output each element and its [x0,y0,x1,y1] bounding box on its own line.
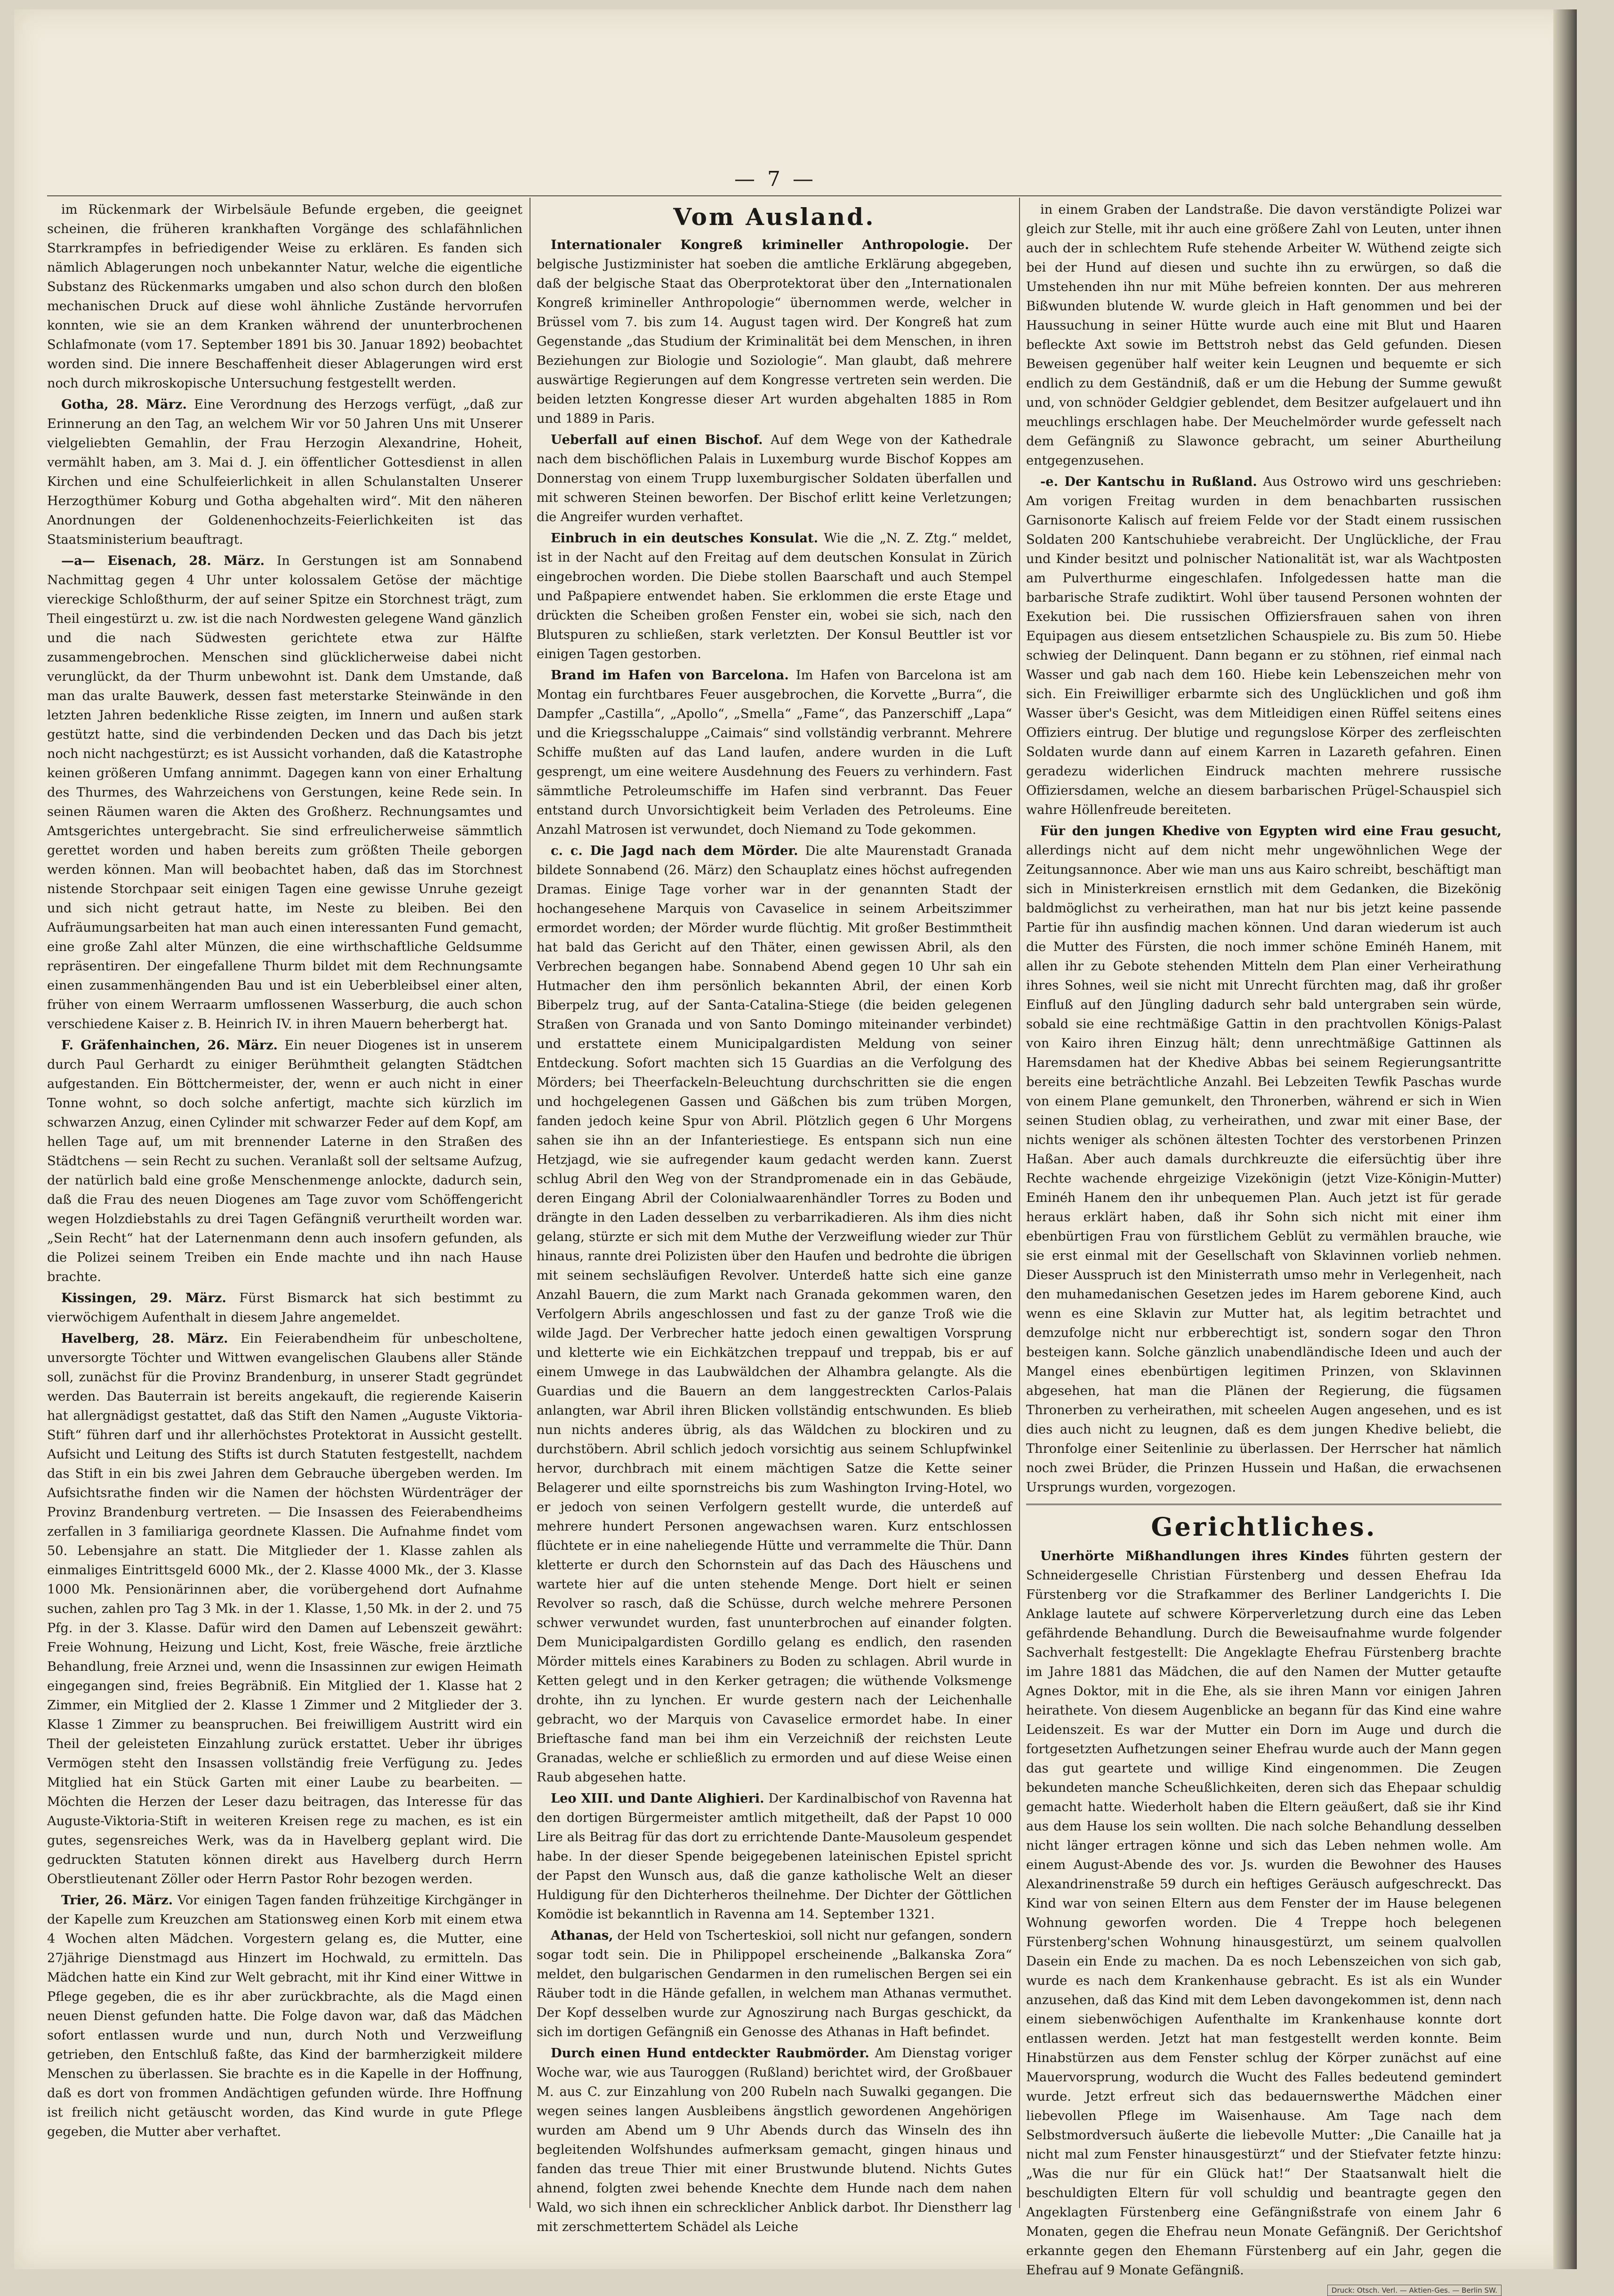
article-paragraph [1026,200,1502,470]
article-paragraph [1026,822,1502,1497]
article-dateline: Havelberg, 28. März. [61,1331,228,1346]
article-text: In Gerstungen ist am Sonnabend Nachmittag gegen 4 Uhr unter kolossalem Getöse der mächtige viereckige Schloßthurm, der auf seiner Spitze ein Storchnest trägt, zum Theil eingestürzt u. zw. ist die nach Nordwesten gelegene Wand gänzlich und die nach Südwesten gerichtete etwa zur Hälfte zusammengebrochen. Menschen sind glücklicherweise dabei nicht verunglückt, da der Thurm unbewohnt ist. Dank dem Umstande, daß man das uralte Bauwerk, dessen fast meterstarke Steinwände in den letzten Jahren bedenkliche Risse zeigten, im Innern und außen stark gestützt hatte, sind die verbindenden Decken und das Dach bis jetzt noch nicht nachgestürzt; es ist Aussicht vorhanden, daß die Katastrophe keinen größeren Umfang annimmt. Dagegen kann von einer Erhaltung des Thurmes, des Wahrzeichens von Gerstungen, keine Rede sein. In seinen Räumen waren die Akten des Großherz. Rechnungsamtes und Amtsgerichtes untergebracht. Sie sind erfreulicherweise sämmtlich gerettet worden und haben bereits zum größten Theile geborgen werden können. Man will beobachtet haben, daß das im Storchnest nistende Storchpaar seit einigen Tagen eine gewisse Unruhe gezeigt und sich nicht getraut hatte, im Neste zu bleiben. Bei den Aufräumungsarbeiten hat man auch einen interessanten Fund gemacht, eine große Zahl alter Münzen, die eine wirthschaftliche Geldsumme repräsentiren. Der eingefallene Thurm bildet mit dem Rechnungsamte einen zusammenhängenden Bau und ist ein Ueberbleibsel einer alten, früher von einem Werraarm umflossenen Wasserburg, die auch schon verschiedene Kaiser z. B. Heinrich IV. in ihren Mauern beherbergt hat. [47,554,522,1031]
article-paragraph [537,430,1012,527]
article-text: führten gestern der Schneidergeselle Christian Fürstenberg und dessen Ehefrau Ida Fürstenberg vor die Strafkammer des Berliner Landgerichts I. Die Anklage lautete auf schwere Körperverletzung durch eine das Leben gefährdende Behandlung. Durch die Beweisaufnahme wurde folgender Sachverhalt festgestellt: Die Angeklagte Ehefrau Fürstenberg brachte im Jahre 1881 das Mädchen, die auf den Namen der Mutter getaufte Agnes Doktor, mit in die Ehe, als sie ihren Mann vor einigen Jahren heirathete. Von diesem Augenblicke an begann für das Kind eine wahre Leidenszeit. Es war der Mutter ein Dorn im Auge und durch die fortgesetzten Aufhetzungen seiner Ehefrau wurde auch der Mann gegen das gut geartete und willige Kind eingenommen. Die Zeugen bekundeten manche Scheußlichkeiten, deren sich das Ehepaar schuldig gemacht hatte. Wiederholt haben die Eltern geäußert, daß sie ihr Kind aus dem Hause los sein wollten. Die nach solche Behandlung desselben nicht länger ertragen könne und sich das Leben nehmen wolle. Am einem August-Abende des vor. Js. wurden die Bewohner des Hauses Alexandrinenstraße 59 durch ein heftiges Geräusch aufgeschreckt. Das Kind war von seinen Eltern aus dem Fenster der im Hause belegenen Wohnung geworfen worden. Die 4 Treppe hoch belegenen Fürstenberg'schen Wohnung hinausgestürzt, um seinem qualvollen Dasein ein Ende zu machen. Da es noch Lebenszeichen von sich gab, wurde es nach dem Krankenhause gebracht. Es ist als ein Wunder anzusehen, daß das Kind mit dem Leben davongekommen ist, denn nach einem siebenwöchigen Aufenthalte im Krankenhause konnte dort entlassen werden. Jetzt hat man festgestellt werden konnte. Beim Hinabstürzen aus dem Fenster schlug der Körper zunächst auf eine Mauervorsprung, wodurch die Wucht des Falles bedeutend gemindert wurde. Jetzt erfreut sich das bedauernswerthe Mädchen einer liebevollen Pflege im Waisenhause. Am Tage nach dem Selbstmordversuch äußerte die liebevolle Mutter: „Die Canaille hat ja nicht mal zum Fenster hinausgestürzt“ und der Stiefvater fetzte hinzu: „Was die nur für ein Glück hat!“ Der Staatsanwalt hielt die beschuldigten Eltern für voll schuldig und beantragte gegen den Angeklagten Fürstenberg eine Gefängnißstrafe von einem Jahr 6 Monaten, gegen die Ehefrau neun Monate Gefängniß. Der Gerichtshof erkannte gegen den Ehemann Fürstenberg auf ein Jahr, gegen die Ehefrau auf 9 Monate Gefängniß. [1026,1549,1502,2278]
article-dateline: F. Gräfenhainchen, 26. März. [61,1038,278,1053]
article-paragraph [537,2044,1012,2237]
article-dateline: Für den jungen Khedive von Egypten wird eine Frau gesucht, [1040,823,1502,838]
article-paragraph [537,529,1012,664]
article-text: Ein Feierabendheim für unbescholtene, unversorgte Töchter und Wittwen evangelischen Glaubens aller Stände soll, zunächst für die Provinz Brandenburg, in unserer Stadt gegründet werden. Das Bauterrain ist bereits angekauft, die regierende Kaiserin hat allergnädigst gestattet, daß das Stift den Namen „Auguste Viktoria-Stift“ führen darf und ihr allerhöchstes Protektorat in Aussicht gestellt. Aufsicht und Leitung des Stifts ist durch Statuten festgestellt, nachdem das Stift in ein bis zwei Jahren dem Gebrauche übergeben werden. Im Aufsichtsrathe finden wir die Namen der höchsten Würdenträger der Provinz Brandenburg vertreten. — Die Insassen des Feierabendheims zerfallen in 3 familiariga geordnete Klassen. Die Aufnahme findet vom 50. Lebensjahre an statt. Die Mitglieder der 1. Klasse zahlen als einmaliges Eintrittsgeld 6000 Mk., der 2. Klasse 4000 Mk., der 3. Klasse 1000 Mk. Pensionärinnen aber, die vorübergehend dort Aufnahme suchen, zahlen pro Tag 3 Mk. in der 1. Klasse, 1,50 Mk. in der 2. und 75 Pfg. in der 3. Klasse. Dafür wird den Damen auf Lebenszeit gewährt: Freie Wohnung, Heizung und Licht, Kost, freie Wäsche, freie ärztliche Behandlung, freie Arznei und, wenn die Insassinnen zur ewigen Heimath eingegangen sind, freies Begräbniß. Ein Mitglied der 1. Klasse hat 2 Zimmer, ein Mitglied der 2. Klasse 1 Zimmer und 2 Mitglieder der 3. Klasse 1 Zimmer zu beanspruchen. Bei freiwilligem Austritt wird ein Theil der geleisteten Einzahlung zurück erstattet. Ueber ihr übriges Vermögen steht den Insassen vollständig freie Verfügung zu. Jedes Mitglied hat ein Stück Garten mit einer Laube zu bearbeiten. — Möchten die Herzen der Leser dazu beitragen, das Interesse für das Auguste-Viktoria-Stift in weiteren Kreisen rege zu machen, es ist ein gutes, segensreiches Werk, was da in Havelberg geplant wird. Die gedruckten Statuten können direkt aus Havelberg durch Herrn Oberstlieutenant Zöller oder Herrn Pastor Rohr bezogen werden. [47,1331,522,1886]
article-text: in einem Graben der Landstraße. Die davon verständigte Polizei war gleich zur Stelle, mit ihr auch eine größere Zahl von Leuten, unter ihnen auch der in schlechtem Rufe stehende Arbeiter W. Wüthend zeigte sich bei der Hund auf diesen und suchte ihn zu erwürgen, so daß die Umstehenden ihn nur mit Mühe befreien konnten. Der aus mehreren Bißwunden blutende W. wurde gleich in Haft genommen und bei der Haussuchung in seiner Hütte wurde auch eine mit Blut und Haaren befleckte Axt sowie im Bettstroh nebst das Geld gefunden. Diesen Beweisen gegenüber half weiter kein Leugnen und bequemte er sich endlich zu dem Geständniß, daß er um die Hebung der Summe gewußt und, von schnöder Geldgier geblendet, dem Besitzer aufgelauert und ihn meuchlings erschlagen habe. Der Meuchelmörder wurde gefesselt nach dem Gefängniß zu Slawonce gebracht, um seiner Aburtheilung entgegenzusehen. [1026,202,1502,468]
column-divider [1019,198,1020,2208]
article-dateline: Brand im Hafen von Barcelona. [551,668,789,683]
article-dateline: Unerhörte Mißhandlungen ihres Kindes [1040,1548,1349,1563]
article-paragraph [47,551,522,1034]
article-dateline: Ueberfall auf einen Bischof. [551,432,763,447]
article-paragraph [47,1891,522,2142]
article-dateline: Trier, 26. März. [61,1893,173,1908]
column-middle [537,200,1012,2234]
article-paragraph [47,395,522,549]
article-text: Aus Ostrowo wird uns geschrieben: Am vorigen Freitag wurden in dem benachbarten russischen Garnisonorte Kalisch auf freiem Felde vor der Stadt einem russischen Soldaten 200 Kantschuhiebe verabreicht. Der Unglückliche, der Frau und Kinder besitzt und polnischer Nationalität ist, war als Wachtposten am Pulverthurme eingeschlafen. Infolgedessen hatte man die barbarische Strafe zudiktirt. Wohl über tausend Personen wohnten der Exekution bei. Die russischen Offiziersfrauen sahen von ihren Equipagen aus diesem entsetzlichen Schauspiele zu. Bis zum 50. Hiebe schwieg der Delinquent. Dann begann er zu stöhnen, rief einmal nach Wasser und gab nach dem 160. Hiebe kein Lebenszeichen mehr von sich. Ein Freiwilliger erbarmte sich des Unglücklichen und goß ihm Wasser über's Gesicht, was dem Mitleidigen einen Rüffel seitens eines Offiziers eintrug. Der blutige und regungslose Körper des zerfleischten Soldaten wurde dann auf einem Karren in Lazareth gefahren. Einen geradezu widerlichen Eindruck machten mehrere russische Offiziersdamen, welche an diesem barbarischen Prügel-Schauspiel sich wahre Höllenfreude bereiteten. [1026,475,1502,817]
article-dateline: -e. Der Kantschu in Rußland. [1040,474,1257,489]
article-dateline: Kissingen, 29. März. [61,1290,226,1305]
article-text: Fürst Bismarck hat sich bestimmt zu vierwöchigem Aufenthalt in diesem Jahre angemeldet. [47,1291,523,1325]
article-text: Ein neuer Diogenes ist in unserem durch Paul Gerhardt zu einiger Berühmtheit gelangten Städtchen aufgestanden. Ein Böttchermeister, der, wenn er auch nicht in einer Tonne wohnt, so doch solche anfertigt, machte sich kürzlich im schwarzen Anzug, einen Cylinder mit schwarzer Feder auf dem Kopf, am hellen Tage auf, um mit brennender Laterne in den Straßen des Städtchens — sein Recht zu suchen. Veranlaßt soll der seltsame Aufzug, der natürlich bald eine große Menschenmenge anlockte, dadurch sein, daß die Frau des neuen Diogenes am Tage zuvor vom Schöffengericht wegen Holzdiebstahls zu drei Tagen Gefängniß verurtheilt worden war. „Sein Recht“ hat der Laternenmann denn auch insofern gefunden, als die Polizei seinem Treiben ein Ende machte und ihn nach Hause brachte. [47,1038,522,1284]
article-dateline: —a— Eisenach, 28. März. [61,553,265,568]
article-paragraph [1026,472,1502,820]
article-paragraph [537,1926,1012,2042]
article-text: Am Dienstag voriger Woche war, wie aus Tauroggen (Rußland) berichtet wird, der Großbauer M. aus C. zur Einzahlung von 200 Rubeln nach Suwalki gegangen. Die wegen seines langen Ausbleibens ängstlich gewordenen Angehörigen wurden am Abend um 9 Uhr Abends durch das Winseln des ihn begleitenden Wolfshundes aufmerksam gemacht, gingen hinaus und fanden das treue Thier mit einer Brustwunde blutend. Nichts Gutes ahnend, folgten zwei behende Knechte dem Hunde nach dem nahen Wald, wo sich ihnen ein schrecklicher Anblick darbot. Ihr Dienstherr lag mit zerschmettertem Schädel als Leiche [537,2046,1012,2234]
column-right [1026,200,1502,2295]
article-paragraph [47,1329,522,1889]
article-text: Wie die „N. Z. Ztg.“ meldet, ist in der Nacht auf den Freitag auf dem deutschen Konsulat in Zürich eingebrochen worden. Die Diebe stollen Baarschaft und auch Stempel und Paßpapiere entwendet haben. Sie erklommen die erste Etage und drückten die Scheiben großen Fenster ein, wobei sie sich, nach den Blutspuren zu schließen, stark verletzten. Der Konsul Beuttler ist vor einigen Tagen gestorben. [537,531,1012,661]
article-paragraph [1026,1547,1502,2280]
article-text: Der Kardinalbischof von Ravenna hat den dortigen Bürgermeister amtlich mitgetheilt, daß der Papst 10 000 Lire als Beitrag für das dort zu errichtende Dante-Mausoleum gespendet habe. In der dieser Spende beigegebenen lateinischen Epistel spricht der Papst den Wunsch aus, daß die ganze katholische Welt an dieser Huldigung für den Dichterheros theilnehme. Der Dichter der Göttlichen Komödie ist bekanntlich in Ravenna am 14. September 1321. [537,1791,1012,1922]
article-text: der Held von Tscherteskioi, soll nicht nur gefangen, sondern sogar todt sein. Die in Philippopel erscheinende „Balkanska Zora“ meldet, den bulgarischen Gendarmen in den rumelischen Bergen sei ein Räuber todt in die Hände gefallen, in welchem man Athanas vermuthet. Der Kopf desselben wurde zur Agnoszirung nach Burgas geschickt, da sich im dortigen Gefängniß ein Genosse des Athanas in Haft befindet. [537,1928,1012,2039]
article-text: Vor einigen Tagen fanden frühzeitige Kirchgänger in der Kapelle zum Kreuzchen am Stationsweg einen Korb mit einem etwa 4 Wochen alten Mädchen. Vorgestern gelang es, die Mutter, eine 27jährige Dienstmagd aus Hinzert im Hochwald, zu ermitteln. Das Mädchen hatte ein Kind zur Welt gebracht, mit ihr Kind einer Wittwe in Pflege gegeben, die es ihr aber zurückbrachte, als die Magd einen neuen Dienst gefunden hatte. Die Folge davon war, daß das Mädchen sofort entlassen wurde und nun, durch Noth und Verzweiflung getrieben, den Entschluß faßte, das Kind der barmherzigkeit mildere Menschen zu überlassen. Sie brachte es in die Kapelle in der Hoffnung, daß es dort von frommen Andächtigen gefunden würde. Ihre Hoffnung ist freilich nicht getäuscht worden, das Kind wurde in gute Pflege gegeben, die Mutter aber verhaftet. [47,1893,522,2139]
article-dateline: Internationaler Kongreß krimineller Anthropologie. [551,237,969,252]
article-dateline: Gotha, 28. März. [61,397,187,412]
article-dateline: c. c. Die Jagd nach dem Mörder. [551,843,798,858]
article-dateline: Athanas, [551,1928,613,1943]
article-text: im Rückenmark der Wirbelsäule Befunde ergeben, die geeignet scheinen, die früheren krankhaften Vorgänge des schlafähnlichen Starrkrampfes in befriedigender Weise zu erklären. Es fanden sich nämlich Ablagerungen noch unbekannter Natur, welche die eigentliche Substanz des Rückenmarks umgaben und also schon durch den bloßen mechanischen Druck auf diese wohl ähnliche Zustände hervorrufen konnten, wie sie an dem Kranken während der ununterbrochenen Schlafmonate (vom 17. September 1891 bis 30. Januar 1892) beobachtet worden sind. Die innere Beschaffenheit dieser Ablagerungen wird erst noch durch mikroskopische Untersuchung festgestellt werden. [47,202,522,391]
page-binding-edge [1553,9,1577,2269]
article-text: Der belgische Justizminister hat soeben die amtliche Erklärung abgegeben, daß der belgische Staat das Oberprotektorat über den „Internationalen Kongreß krimineller Anthropologie“ übernommen werde, welcher in Brüssel vom 7. bis zum 14. August tagen wird. Der Kongreß hat zum Gegenstande „das Studium der Kriminalität bei dem Menschen, in ihren Beziehungen zur Biologie und Soziologie“. Man glaubt, daß mehrere auswärtige Regierungen auf dem Kongresse vertreten sein werden. Die beiden letzten Kongresse dieser Art wurden abgehalten 1885 in Rom und 1889 in Paris. [537,238,1012,426]
column-left [47,200,522,2206]
section-heading-ausland: Vom Ausland. [673,203,875,231]
page-number: — 7 — [734,167,816,191]
article-text: Auf dem Wege von der Kathedrale nach dem bischöflichen Palais in Luxemburg wurde Bischof Koppes am Donnerstag von einem Trupp luxemburgischer Soldaten überfallen und mit schweren Steinen beworfen. Der Bischof erlitt keine Verletzungen; die Angreifer wurden verhaftet. [537,433,1012,524]
article-paragraph [47,200,522,393]
printer-imprint: Druck: Otsch. Verl. — Aktien-Ges. — Berlin SW. [1327,2285,1502,2296]
article-dateline: Einbruch in ein deutsches Konsulat. [551,531,819,546]
article-text: allerdings nicht auf dem nicht mehr ungewöhnlichen Wege der Zeitungsannonce. Aber wie man uns aus Kairo schreibt, beschäftigt man sich in Ministerkreisen ernstlich mit dem Gedanken, die Bizekönig baldmöglichst zu verheirathen, man hat nur bis jetzt keine passende Partie für ihn ausfindig machen können. Und daran wiederum ist auch die Mutter des Fürsten, die noch immer schöne Eminéh Hanem, mit allen ihr zu Gebote stehenden Mitteln dem Plan einer Verheirathung ihres Sohnes, weil sie nicht mit Unrecht fürchten mag, daß ihr großer Einfluß auf den Jüngling dadurch sehr bald untergraben sein würde, sobald sie eine rechtmäßige Gattin in den prachtvollen Königs-Palast von Kairo ihren Einzug hält; denn unrechtmäßige Gattinnen als Haremsdamen hat der Khedive Abbas bei seinem Regierungsantritte bereits eine beträchtliche Anzahl. Bei Lebzeiten Tewfik Paschas wurde von einem Plane gemunkelt, den Thronerben, während er sich in Wien seinen Studien oblag, zu verheirathen, und zwar mit einer Base, der nichts weniger als schönen ältesten Tochter des verstorbenen Prinzen Haßan. Aber auch damals durchkreuzte die eifersüchtig über ihre Rechte wachende ehrgeizige Vizekönigin (jetzt Vize-Königin-Mutter) Eminéh Hanem den ihr unbequemen Plan. Auch jetzt ist für gerade heraus erklärt haben, daß ihr Sohn sich nicht mit einer ihm ebenbürtigen Frau von fürstlichem Geblüt zu vermählen brauche, wie sie erst einmal mit der Gesellschaft von Sklavinnen vorlieb nehmen. Dieser Ausspruch ist den Ministerrath umso mehr in Verlegenheit, nach den muhamedanischen Gesetzen jedes im Harem geborene Kind, auch wenn es eine Sklavin zur Mutter hat, als legitim betrachtet und demzufolge nicht nur erbberechtigt ist, sondern sogar den Thron besteigen kann. Solche gänzlich unabendländische Ideen und auch der Mangel eines ebenbürtigen legitimen Prinzen, von Sklavinnen abgesehen, hat man die Plänen der Regierung, die fügsamen Thronerben zu verheirathen, mit scheelen Augen angesehen, und es ist dies auch nicht zu leugnen, daß es dem jungen Khedive beliebt, die Thronfolge einer Seitenlinie zu überlassen. Der Herrscher hat nämlich noch zwei Brüder, die Prinzen Hussein und Haßan, die erwachsenen Ursprungs wurden, vorgezogen. [1026,843,1502,1495]
article-paragraph [537,235,1012,428]
article-paragraph [47,1036,522,1287]
article-text: Im Hafen von Barcelona ist am Montag ein furchtbares Feuer ausgebrochen, die Korvette „Burra“, die Dampfer „Castilla“, „Apollo“, „Smella“ „Fame“, das Panzerschiff „Lapa“ und die Kriegsschaluppe „Caimais“ sind vollständig verbrannt. Mehrere Schiffe mußten auf das Land laufen, andere wurden in die Luft gesprengt, um eine weitere Ausdehnung des Feuers zu verhindern. Fast sämmtliche Petroleumschiffe im Hafen sind verbrannt. Das Feuer entstand durch Unvorsichtigkeit beim Verladen des Petroleums. Eine Anzahl Matrosen ist verwundet, doch Niemand zu Tode gekommen. [537,668,1012,837]
article-text: Eine Verordnung des Herzogs verfügt, „daß zur Erinnerung an den Tag, an welchem Wir vor 50 Jahren Uns mit Unserer vielgeliebten Gemahlin, der Frau Herzogin Alexandrine, Hoheit, vermählt haben, am 3. Mai d. J. ein öffentlicher Gottesdienst in allen Kirchen und eine Schulfeierlichkeit in allen Schulanstalten Unserer Herzogthümer Koburg und Gotha abgehalten wird“. Mit den näheren Anordnungen der Goldenenhochzeits-Feierlichkeiten ist das Staatsministerium beauftragt. [47,397,522,547]
header-rule [47,195,1502,196]
article-paragraph [47,1289,522,1327]
article-dateline: Durch einen Hund entdeckter Raubmörder. [551,2046,869,2061]
section-heading-gerichtliches: Gerichtliches. [1026,1504,1502,1542]
newspaper-page [14,9,1577,2295]
article-paragraph [537,666,1012,839]
article-paragraph [537,841,1012,1787]
article-dateline: Leo XIII. und Dante Alighieri. [551,1791,764,1806]
article-paragraph [537,1789,1012,1924]
article-text: Die alte Maurenstadt Granada bildete Sonnabend (26. März) den Schauplatz eines höchst aufregenden Dramas. Einige Tage vorher war in der genannten Stadt der hochangesehene Marquis von Cavaselice in seinem Arbeitszimmer ermordet worden; der Mörder wurde flüchtig. Mit großer Bestimmtheit hat bald das Gericht auf den Thäter, einen gewissen Abril, als den Verbrechen begangen habe. Sonnabend Abend gegen 10 Uhr sah ein Hutmacher den ihm persönlich bekannten Abril, der einen Korb Biberpelz trug, auf der Santa-Catalina-Stiege (die beiden gelegenen Straßen von Granada und von Santo Domingo miteinander verbindet) und erstattete einem Municipalgardisten Meldung von seiner Entdeckung. Sofort machten sich 15 Guardias an die Verfolgung des Mörders; bei Theerfackeln-Beleuchtung durchschritten sie die engen und hochgelegenen Gassen und Gäßchen bis zum trüben Morgen, fanden jedoch keine Spur von Abril. Plötzlich gegen 6 Uhr Morgens sahen sie ihn an der Infanteriestiege. Es entspann sich nun eine Hetzjagd, wie sie aufregender kaum gedacht werden kann. Zuerst schlug Abril den Weg von der Strandpromenade ein in das Gebäude, deren Eingang Abril der Colonialwaarenhändler Torres zu Boden und drängte in den Laden desselben zu verbarrikadieren. Als ihm dies nicht gelang, stürzte er sich mit dem Muthe der Verzweiflung wieder zur Thür hinaus, rannte drei Polizisten über den Haufen und bedrohte die übrigen mit seinem sechsläufigen Revolver. Unterdeß hatte sich eine ganze Anzahl Bauern, die zum Markt nach Granada gekommen waren, den Verfolgern Abrils angeschlossen und fast zu der ganze Troß wie die wilde Jagd. Der Verbrecher hatte jedoch einen gewaltigen Vorsprung und kletterte wie ein Eichkätzchen treppauf und treppab, bis er auf einem Umwege in das Laubwäldchen der Alhambra gelangte. Als die Guardias und die Bauern an dem langgestreckten Carlos-Palais anlangten, war Abril ihren Blicken vollständig entschwunden. Es blieb nun nichts anderes übrig, als das Wäldchen zu blockiren und zu durchstöbern. Abril schlich jedoch vorsichtig aus seinem Schlupfwinkel hervor, durchbrach mit einem mächtigen Satze die Kette seiner Belagerer und eilte spornstreichs bis zum Washington Irving-Hotel, wo er jedoch von seinen Verfolgern gestellt wurde, die unterdeß auf mehrere hundert Personen angewachsen waren. Kurz entschlossen flüchtete er in eine naheliegende Hütte und verrammelte die Thür. Dann kletterte er durch den Schornstein auf das Dach des Häuschens und wartete hier auf die unten stehende Menge. Dort hielt er seinen Revolver so rasch, daß die Schüsse, durch welche mehrere Personen schwer verwundet wurden, fast ununterbrochen auf einander folgten. Dem Municipalgardisten Gordillo gelang es endlich, den rasenden Mörder mittels eines Karabiners zu Boden zu schlagen. Abril wurde in Ketten gelegt und in den Kerker getragen; die wüthende Volksmenge drohte, ihn zu lynchen. Er wurde gestern nach der Leichenhalle gebracht, wo der Marquis von Cavaselice ermordet habe. In einer Brieftasche fand man bei ihm ein Verzeichniß der reichsten Leute Granadas, welche er schließlich zu ermorden und auf diese Weise einen Raub abgesehen hatte. [537,844,1012,1785]
